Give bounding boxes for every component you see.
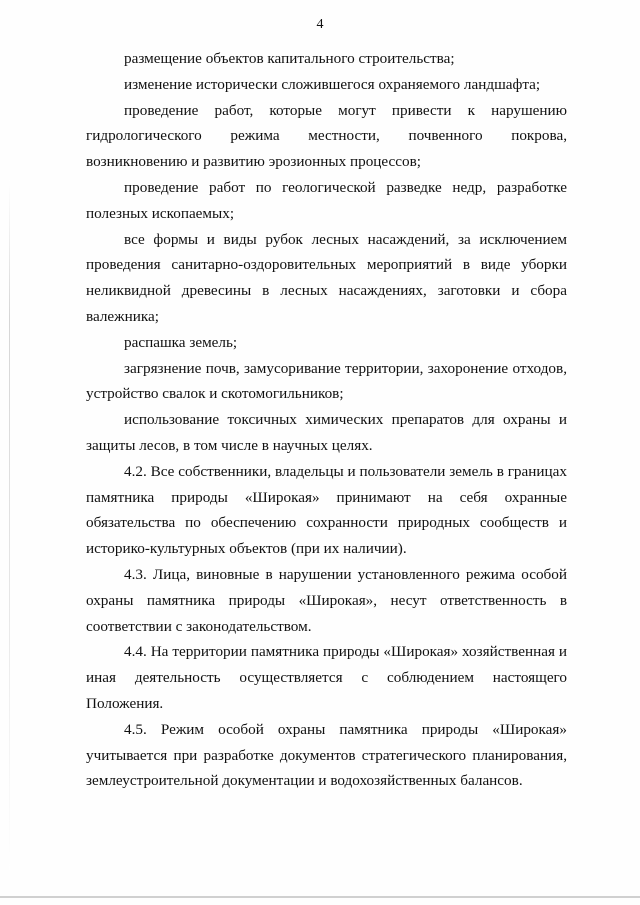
paragraph-capital-construction: размещение объектов капитального строительства; — [124, 50, 455, 67]
paragraph-hydrology-works: проведение работ, которые могут привести к нарушению гидрологического режима местности, почвенного покрова, возникновению и развитию эрозионных процессов; — [86, 101, 567, 171]
page-number: 4 — [316, 17, 324, 32]
scan-edge-bottom — [0, 896, 640, 898]
paragraph-soil-pollution: загрязнение почв, замусоривание территории, захоронение отходов, устройство свалок и скотомогильников; — [86, 359, 567, 403]
document-body — [86, 46, 567, 794]
paragraph-section-4-3: 4.3. Лица, виновные в нарушении установленного режима особой охраны памятника природы «Широкая», несут ответственность в соответствии с законодательством. — [86, 565, 567, 635]
scan-edge-left — [9, 180, 10, 870]
paragraph-toxic-chemicals: использование токсичных химических препаратов для охраны и защиты лесов, в том числе в научных целях. — [86, 411, 567, 454]
paragraph-forest-felling: все формы и виды рубок лесных насаждений, за исключением проведения санитарно-оздоровительных мероприятий в виде уборки неликвидной древесины в лесных насаждениях, заготовки и сбора валежника; — [86, 230, 567, 325]
paragraph-geological-survey: проведение работ по геологической разведке недр, разработке полезных ископаемых; — [86, 178, 567, 222]
paragraph-section-4-4: 4.4. На территории памятника природы «Широкая» хозяйственная и иная деятельность осуществляется с соблюдением настоящего Положения. — [86, 643, 567, 712]
paragraph-landscape-change: изменение исторически сложившегося охраняемого ландшафта; — [124, 75, 541, 93]
paragraph-land-ploughing: распашка земель; — [124, 333, 238, 351]
paragraph-section-4-5: 4.5. Режим особой охраны памятника природы «Широкая» учитывается при разработке документов стратегического планирования, землеустроительной документации и водохозяйственных балансов. — [86, 720, 567, 790]
paragraph-section-4-2: 4.2. Все собственники, владельцы и пользователи земель в границах памятника природы «Широкая» принимают на себя охранные обязательства по обеспечению сохранности природных сообществ и историко-культурных объектов (при их наличии). — [86, 462, 567, 558]
